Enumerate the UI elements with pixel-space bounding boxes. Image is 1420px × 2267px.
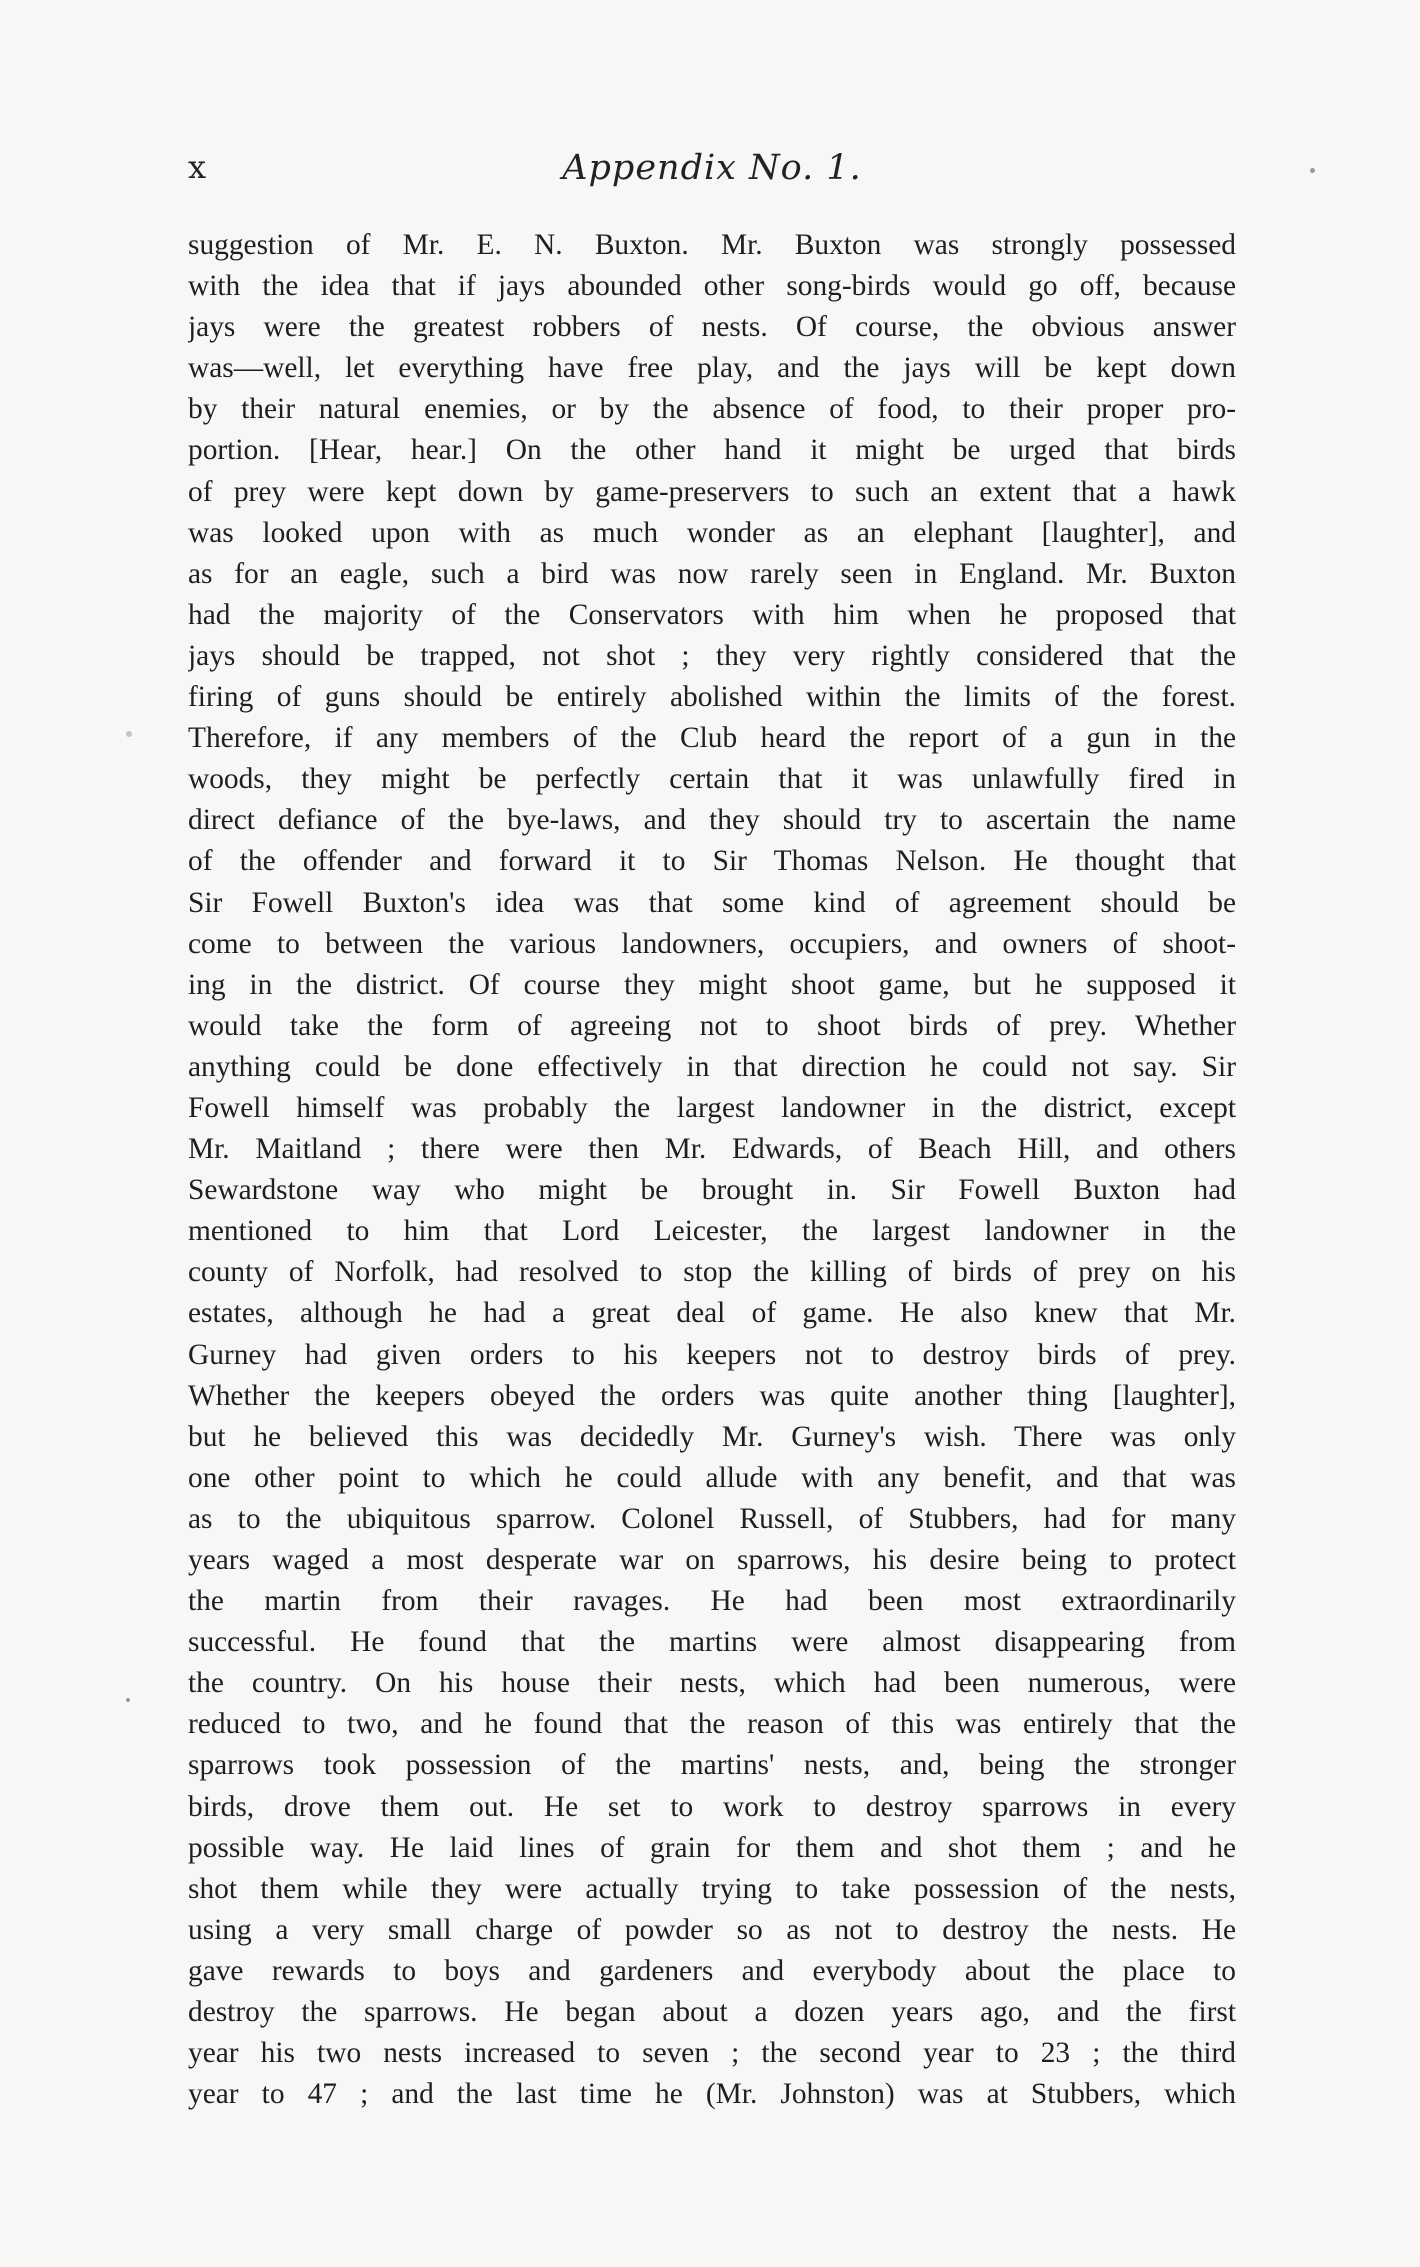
text-line: jays were the greatest robbers of nests. Of course, the obvious answer [188,311,1236,344]
text-line: the martin from their ravages. He had been most extraordinarily [188,1585,1236,1618]
text-line: anything could be done effectively in that direction he could not say. Sir [188,1050,1236,1083]
text-line: of prey were kept down by game-preservers to such an extent that a hawk [188,475,1236,508]
text-line: come to between the various landowners, occupiers, and owners of shoot- [188,927,1236,960]
text-line: Sir Fowell Buxton's idea was that some kind of agreement should be [188,886,1236,919]
text-line: of the offender and forward it to Sir Thomas Nelson. He thought that [188,845,1236,878]
text-line: the country. On his house their nests, which had been numerous, were [188,1667,1236,1700]
text-line: firing of guns should be entirely abolished within the limits of the forest. [188,681,1236,714]
text-line: year his two nests increased to seven ; the second year to 23 ; the third [188,2037,1236,2070]
paper-speck [1310,168,1315,173]
text-line: destroy the sparrows. He began about a dozen years ago, and the first [188,1996,1236,2029]
text-line: with the idea that if jays abounded other song-birds would go off, because [188,270,1236,303]
text-line: birds, drove them out. He set to work to destroy sparrows in every [188,1790,1236,1823]
text-line: Gurney had given orders to his keepers not to destroy birds of prey. [188,1338,1236,1371]
text-line: ing in the district. Of course they might shoot game, but he supposed it [188,968,1236,1001]
text-line: Therefore, if any members of the Club heard the report of a gun in the [188,722,1236,755]
text-line: suggestion of Mr. E. N. Buxton. Mr. Buxton was strongly possessed [188,229,1236,261]
body-text [188,225,1236,2115]
text-line: estates, although he had a great deal of game. He also knew that Mr. [188,1297,1236,1330]
text-line: gave rewards to boys and gardeners and everybody about the place to [188,1954,1236,1987]
text-line: Sewardstone way who might be brought in. Sir Fowell Buxton had [188,1174,1236,1207]
text-line: woods, they might be perfectly certain that it was unlawfully fired in [188,763,1236,796]
text-line: Mr. Maitland ; there were then Mr. Edwards, of Beach Hill, and others [188,1133,1236,1166]
text-line: year to 47 ; and the last time he (Mr. Johnston) was at Stubbers, which [188,2078,1236,2111]
text-line: shot them while they were actually trying to take possession of the nests, [188,1872,1236,1905]
paper-speck [126,731,132,737]
text-line: jays should be trapped, not shot ; they very rightly considered that the [188,639,1236,672]
page-header [188,148,1236,204]
text-line: Fowell himself was probably the largest landowner in the district, except [188,1091,1236,1124]
page-number: x [188,148,208,186]
paper-speck [126,1698,130,1702]
text-line: but he believed this was decidedly Mr. Gurney's wish. There was only [188,1420,1236,1453]
text-line: portion. [Hear, hear.] On the other hand it might be urged that birds [188,434,1236,467]
running-head: Appendix No. 1. [562,148,862,188]
text-line: as to the ubiquitous sparrow. Colonel Russell, of Stubbers, had for many [188,1502,1236,1535]
text-line: years waged a most desperate war on sparrows, his desire being to protect [188,1544,1236,1576]
text-line: would take the form of agreeing not to shoot birds of prey. Whether [188,1009,1236,1042]
text-line: mentioned to him that Lord Leicester, the largest landowner in the [188,1215,1236,1248]
text-line: Whether the keepers obeyed the orders was quite another thing [laughter], [188,1379,1236,1412]
text-line: successful. He found that the martins were almost disappearing from [188,1626,1236,1659]
text-line: possible way. He laid lines of grain for them and shot them ; and he [188,1831,1236,1864]
text-line: sparrows took possession of the martins' nests, and, being the stronger [188,1749,1236,1782]
text-line: was—well, let everything have free play, and the jays will be kept down [188,352,1236,385]
text-line: reduced to two, and he found that the reason of this was entirely that the [188,1708,1236,1741]
text-line: county of Norfolk, had resolved to stop the killing of birds of prey on his [188,1256,1236,1289]
text-line: one other point to which he could allude with any benefit, and that was [188,1461,1236,1494]
text-line: by their natural enemies, or by the absence of food, to their proper pro- [188,393,1236,426]
text-line: using a very small charge of powder so as not to destroy the nests. He [188,1913,1236,1946]
text-line: as for an eagle, such a bird was now rarely seen in England. Mr. Buxton [188,557,1236,590]
text-line: direct defiance of the bye-laws, and they should try to ascertain the name [188,804,1236,837]
text-line: had the majority of the Conservators with him when he proposed that [188,598,1236,631]
text-line: was looked upon with as much wonder as an elephant [laughter], and [188,516,1236,549]
